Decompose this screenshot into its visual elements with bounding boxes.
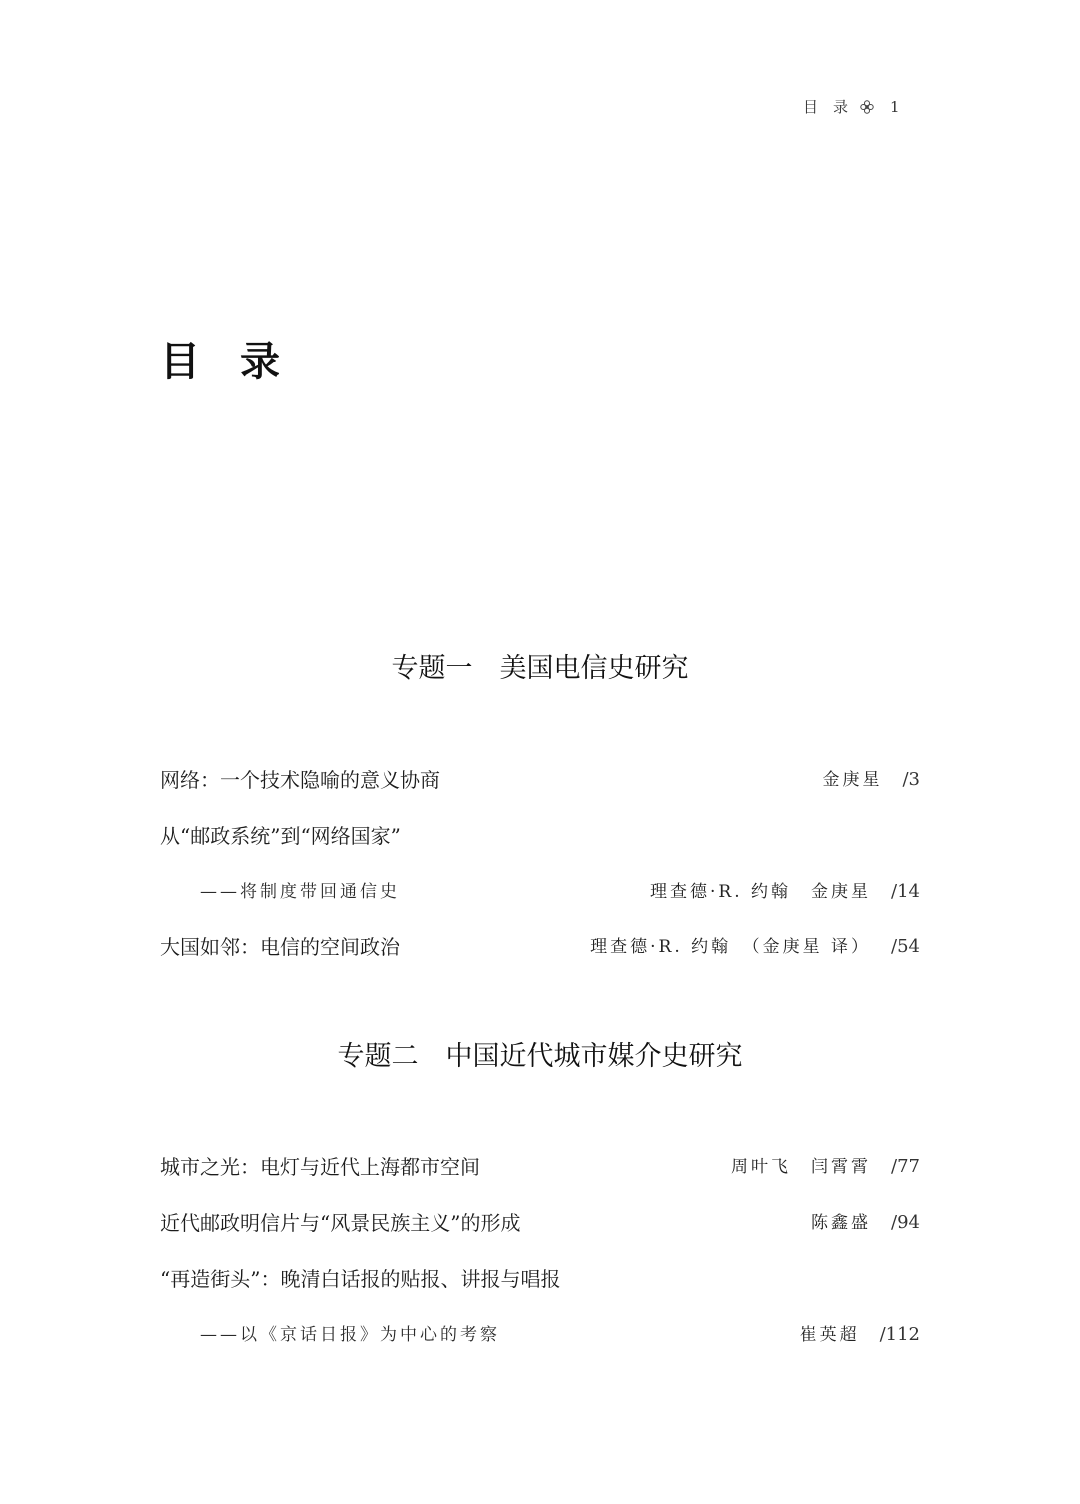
toc-entry-title: “再造街头”：晚清白话报的贴报、讲报与唱报 [160, 1267, 561, 1291]
toc-entry-author: 理查德·R. 约翰 金庚星 [650, 882, 872, 902]
section-heading-1: 专题一 美国电信史研究 [391, 653, 689, 684]
toc-entry [160, 1264, 920, 1294]
toc-entry-meta [650, 877, 920, 907]
toc-entry [160, 1208, 920, 1238]
toc-entry [160, 765, 920, 795]
running-header [803, 97, 900, 117]
toc-entry-subtitle: ——以《京话日报》为中心的考察 [200, 1325, 500, 1345]
toc-entry [160, 821, 920, 851]
page-title: 目 录 [160, 338, 280, 385]
toc-entry-meta [811, 1208, 920, 1238]
toc-entry [160, 1152, 920, 1182]
toc-entry-subtitle-row [200, 1320, 920, 1350]
toc-entry-meta [822, 765, 920, 795]
toc-entry-page: /112 [879, 1324, 920, 1345]
toc-entry-title: 城市之光：电灯与近代上海都市空间 [160, 1155, 480, 1179]
section-heading-2: 专题二 中国近代城市媒介史研究 [337, 1041, 743, 1072]
toc-entry-author: 金庚星 [822, 770, 883, 790]
toc-entry-title: 从“邮政系统”到“网络国家” [160, 824, 401, 848]
quatrefoil-ornament-icon [860, 100, 874, 114]
running-header-page-number: 1 [890, 98, 900, 116]
toc-entry-page: /54 [891, 936, 920, 957]
toc-entry-page: /14 [891, 881, 920, 902]
toc-entry-meta [800, 1320, 920, 1350]
toc-entry-title: 近代邮政明信片与“风景民族主义”的形成 [160, 1211, 521, 1235]
toc-entry-meta [731, 1152, 920, 1182]
toc-entry-page: /94 [891, 1212, 920, 1233]
toc-entry-author: 陈鑫盛 [811, 1213, 872, 1233]
toc-entry-subtitle-row [200, 877, 920, 907]
toc-entry-page: /77 [891, 1156, 920, 1177]
toc-entry-meta [590, 932, 920, 962]
toc-entry-title: 网络：一个技术隐喻的意义协商 [160, 768, 440, 792]
running-header-section: 目 录 [803, 98, 849, 116]
toc-entry [160, 932, 920, 962]
toc-entry-page: /3 [902, 769, 920, 790]
toc-entry-subtitle: ——将制度带回通信史 [200, 882, 400, 902]
toc-entry-author: 周叶飞 闫霄霄 [731, 1157, 872, 1177]
toc-entry-title: 大国如邻：电信的空间政治 [160, 935, 400, 959]
toc-entry-author: 崔英超 [799, 1325, 860, 1345]
toc-entry-author: 理查德·R. 约翰 （金庚星 译） [590, 937, 872, 957]
